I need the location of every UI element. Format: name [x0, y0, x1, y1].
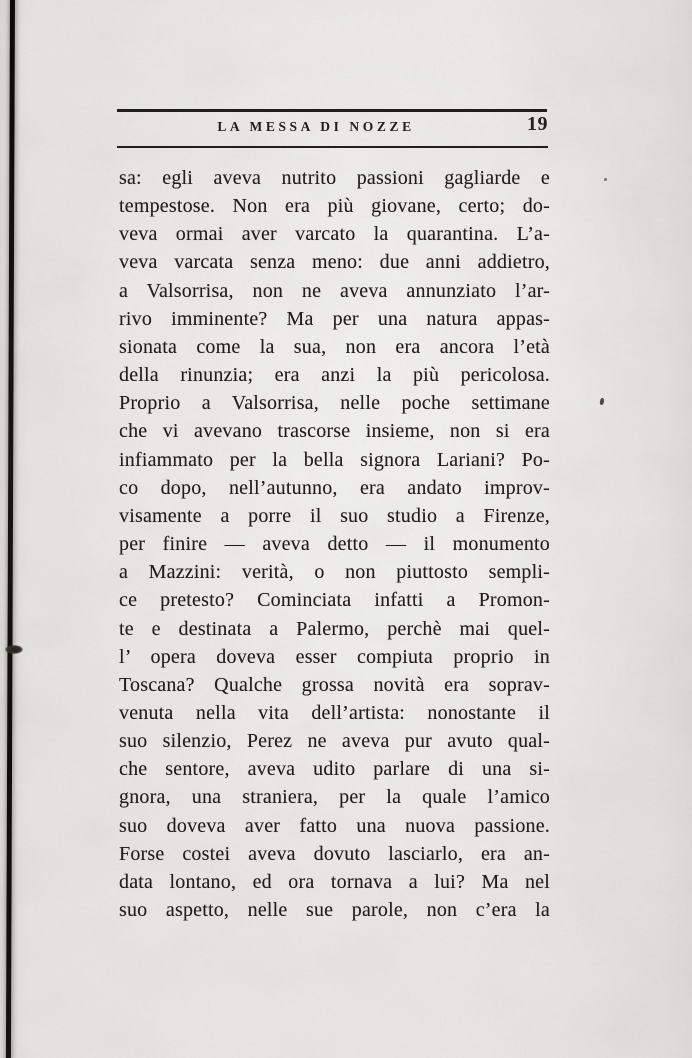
- running-title: LA MESSA DI NOZZE: [217, 119, 415, 134]
- text-line: sa: egli aveva nutrito passioni gagliarde e: [119, 167, 550, 189]
- text-line: te e destinata a Palermo, perchè mai quel-: [119, 617, 550, 640]
- header-rule-bottom: [117, 146, 548, 148]
- text-line: Forse costei aveva dovuto lasciarlo, era an-: [119, 842, 550, 865]
- text-line: visamente a porre il suo studio a Firenze,: [119, 504, 550, 527]
- text-block: [119, 164, 550, 924]
- book-gutter-shadow: [6, 0, 15, 1058]
- text-line: venuta nella vita dell’artista: nonostante il: [119, 701, 550, 724]
- text-line: infiammato per la bella signora Lariani? Po-: [119, 448, 550, 471]
- text-line: rivo imminente? Ma per una natura appas-: [119, 307, 550, 330]
- scan-speck: [604, 178, 607, 181]
- text-line: l’ opera doveva esser compiuta proprio in: [119, 645, 550, 668]
- page-number: 19: [527, 113, 548, 135]
- text-line: per finire — aveva detto — il monumento: [119, 533, 550, 556]
- scan-artifact-gutter-nub: [5, 645, 23, 654]
- text-line: veva ormai aver varcato la quarantina. L’a-: [119, 223, 550, 246]
- text-line: veva varcata senza meno: due anni addietro,: [119, 251, 550, 274]
- text-line: co dopo, nell’autunno, era andato improv-: [119, 476, 550, 499]
- text-line: che sentore, aveva udito parlare di una si-: [119, 758, 550, 781]
- scan-speck: [599, 398, 605, 406]
- text-line: suo doveva aver fatto una nuova passione.: [119, 814, 550, 837]
- text-line: Proprio a Valsorrisa, nelle poche settimane: [119, 392, 550, 415]
- text-line: a Valsorrisa, non ne aveva annunziato l’ar-: [119, 279, 550, 302]
- text-line: suo silenzio, Perez ne aveva pur avuto qual-: [119, 730, 550, 753]
- text-line: Toscana? Qualche grossa novità era soprav-: [119, 673, 550, 696]
- text-line: sionata come la sua, non era ancora l’età: [119, 335, 550, 358]
- text-line: data lontano, ed ora tornava a lui? Ma nel: [119, 870, 550, 893]
- text-line: suo aspetto, nelle sue parole, non c’era la: [119, 899, 550, 922]
- text-line: gnora, una straniera, per la quale l’amico: [119, 786, 550, 809]
- text-line: che vi avevano trascorse insieme, non si era: [119, 420, 550, 443]
- text-line: ce pretesto? Cominciata infatti a Promon-: [119, 589, 550, 612]
- text-line: a Mazzini: verità, o non piuttosto sempli-: [119, 561, 550, 584]
- text-line: tempestose. Non era più giovane, certo; do-: [119, 195, 550, 218]
- text-line: della rinunzia; era anzi la più pericolosa.: [119, 364, 550, 387]
- header-rule-top: [117, 109, 547, 112]
